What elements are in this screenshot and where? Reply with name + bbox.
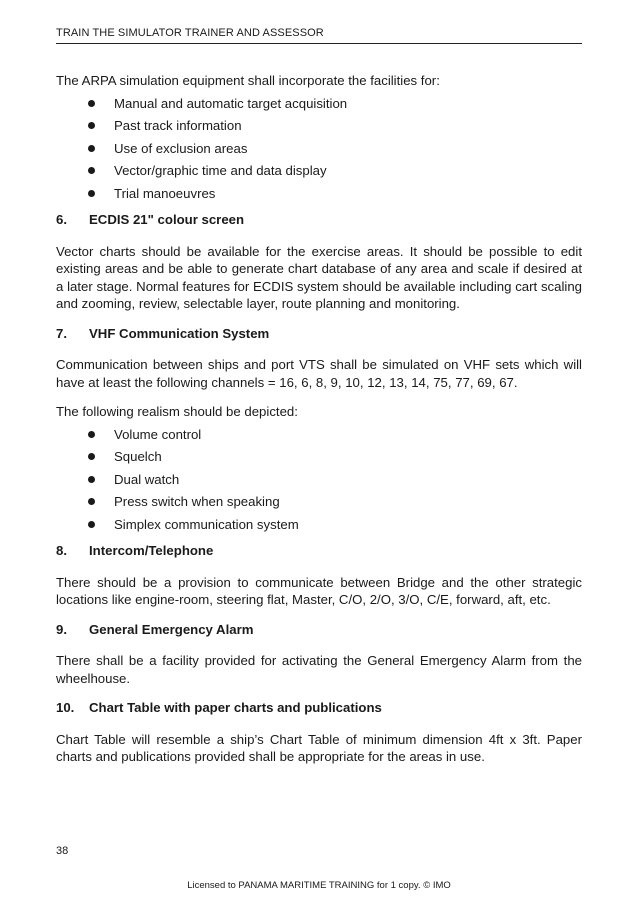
list-item: Squelch: [56, 448, 582, 471]
list-item: Past track information: [56, 117, 582, 140]
license-footer: Licensed to PANAMA MARITIME TRAINING for 1 copy. © IMO: [187, 880, 451, 891]
section-6-body: Vector charts should be available for the exercise areas. It should be possible to edit existing areas and be able to generate chart database of any area and scale if desired at a later stage. Normal features for ECDIS system should be available including cart scaling and zooming, review, selectable layer, route planning and monitoring.: [56, 243, 582, 311]
section-title: General Emergency Alarm: [89, 621, 254, 637]
section-number: 9.: [56, 621, 67, 637]
section-9-body: There shall be a facility provided for activating the General Emergency Alarm from the wheelhouse.: [56, 653, 582, 686]
section-8-heading: [56, 542, 582, 560]
list-item: Vector/graphic time and data display: [56, 162, 582, 185]
bullet-icon: [88, 145, 95, 152]
list-item: Volume control: [56, 426, 582, 449]
section-8-body: There should be a provision to communicate between Bridge and the other strategic locations like engine-room, steering flat, Master, C/O, 2/O, 3/O, C/E, forward, aft, etc.: [56, 574, 582, 607]
arpa-intro: The ARPA simulation equipment shall incorporate the facilities for:: [56, 73, 440, 88]
bullet-icon: [88, 476, 95, 483]
section-title: Chart Table with paper charts and publications: [89, 700, 382, 715]
section-title: ECDIS 21" colour screen: [89, 212, 245, 227]
section-title: Intercom/Telephone: [89, 543, 214, 558]
list-item: Dual watch: [56, 471, 582, 494]
bullet-icon: [88, 521, 95, 528]
section-7-body: Communication between ships and port VTS shall be simulated on VHF sets which will have at least the following channels = 16, 6, 8, 9, 10, 12, 13, 14, 75, 77, 69, 67.: [56, 357, 582, 390]
section-number: 8.: [56, 543, 67, 558]
running-header: TRAIN THE SIMULATOR TRAINER AND ASSESSOR: [56, 27, 582, 44]
section-title: VHF Communication System: [89, 325, 270, 341]
bullet-icon: [88, 498, 95, 505]
bullet-icon: [88, 190, 95, 197]
bullet-icon: [88, 167, 95, 174]
list-item: Use of exclusion areas: [56, 140, 582, 163]
list-item: Manual and automatic target acquisition: [56, 95, 582, 118]
section-7-heading: [56, 325, 582, 343]
bullet-icon: [88, 453, 95, 460]
arpa-facilities-list: [56, 95, 582, 208]
bullet-icon: [88, 100, 95, 107]
bullet-icon: [88, 122, 95, 129]
page-content: [56, 72, 582, 766]
section-10-body: Chart Table will resemble a ship’s Chart Table of minimum dimension 4ft x 3ft. Paper charts and publications provided shall be appropriate for the areas in use.: [56, 731, 582, 764]
section-10-heading: [56, 699, 582, 717]
bullet-icon: [88, 431, 95, 438]
section-number: 6.: [56, 212, 67, 227]
section-number: 10.: [56, 700, 75, 715]
section-6-heading: [56, 211, 582, 229]
section-9-heading: [56, 621, 582, 639]
list-item: Simplex communication system: [56, 516, 582, 539]
realism-intro: The following realism should be depicted:: [56, 404, 298, 419]
vhf-realism-list: [56, 426, 582, 539]
section-number: 7.: [56, 325, 67, 341]
page-number: 38: [56, 845, 69, 857]
list-item: Press switch when speaking: [56, 493, 582, 516]
list-item: Trial manoeuvres: [56, 185, 582, 208]
